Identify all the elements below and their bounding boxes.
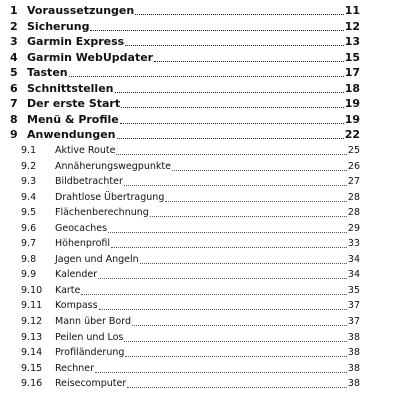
- toc-page-number: 28: [347, 191, 360, 203]
- toc-chapter-entry: [0, 20, 400, 34]
- toc-entry-title: Jagen und Angeln: [55, 253, 139, 265]
- toc-entry-title: Geocaches: [55, 222, 108, 234]
- toc-section-entry: [0, 191, 400, 205]
- toc-entry-title: Menü & Profile: [27, 112, 119, 126]
- toc-entry-number: 7: [10, 97, 18, 111]
- toc-chapter-entry: [0, 82, 400, 96]
- toc-page-number: 27: [347, 176, 360, 188]
- toc-page-number: 26: [347, 160, 360, 172]
- toc-entry-title: Anwendungen: [27, 128, 116, 142]
- toc-dot-leader: [135, 14, 344, 15]
- toc-entry-number: 9.14: [21, 347, 43, 359]
- toc-dot-leader: [140, 263, 347, 264]
- toc-entry-title: Rechner: [55, 362, 95, 374]
- toc-section-entry: [0, 237, 400, 251]
- toc-chapter-entry: [0, 4, 400, 18]
- toc-entry-title: Aktive Route: [55, 144, 116, 156]
- toc-entry-number: 9.16: [21, 378, 43, 390]
- toc-dot-leader: [154, 61, 344, 62]
- toc-entry-number: 9.12: [21, 316, 43, 327]
- toc-entry-title: Kompass: [55, 300, 98, 312]
- toc-section-entry: [0, 362, 400, 376]
- toc-dot-leader: [98, 278, 347, 279]
- toc-entry-title: Profiländerung: [55, 347, 125, 359]
- toc-entry-number: 9.9: [21, 269, 37, 281]
- toc-dot-leader: [124, 341, 347, 342]
- toc-page-number: 38: [347, 347, 360, 359]
- toc-entry-title: Annäherungswegpunkte: [55, 160, 171, 172]
- toc-section-entry: [0, 175, 400, 189]
- toc-dot-leader: [150, 216, 347, 217]
- toc-page-number: 37: [347, 316, 360, 327]
- toc-section-entry: [0, 144, 400, 158]
- toc-entry-number: 9.13: [21, 331, 43, 343]
- toc-chapter-entry: [0, 113, 400, 127]
- toc-page-number: 28: [347, 207, 360, 219]
- toc-dot-leader: [165, 201, 347, 202]
- toc-entry-title: Flächenberechnung: [55, 207, 149, 219]
- toc-dot-leader: [124, 185, 347, 186]
- toc-dot-leader: [125, 45, 344, 46]
- toc-page-number: 34: [347, 253, 360, 265]
- toc-dot-leader: [90, 30, 344, 31]
- toc-page-number: 18: [344, 81, 360, 95]
- toc-page-number: 37: [347, 300, 360, 312]
- toc-entry-number: 9.10: [21, 284, 43, 296]
- toc-page-number: 38: [347, 362, 360, 374]
- toc-page-number: 17: [344, 66, 360, 80]
- toc-entry-title: Schnittstellen: [27, 81, 114, 95]
- toc-dot-leader: [108, 232, 347, 233]
- toc-entry-number: 2: [10, 19, 18, 33]
- toc-entry-number: 5: [10, 66, 18, 80]
- toc-page-number: 19: [344, 97, 360, 111]
- toc-page-number: 35: [347, 284, 360, 296]
- toc-entry-number: 9.4: [21, 191, 37, 203]
- toc-section-entry: [0, 299, 400, 313]
- toc-entry-title: Höhenprofil: [55, 238, 111, 250]
- toc-entry-number: 9.15: [21, 362, 43, 374]
- toc-entry-number: 9.2: [21, 160, 37, 172]
- toc-dot-leader: [172, 170, 347, 171]
- toc-page-number: 38: [347, 378, 360, 390]
- toc-page-number: 25: [347, 144, 360, 156]
- toc-section-entry: [0, 253, 400, 267]
- toc-section-entry: [0, 160, 400, 174]
- toc-section-entry: [0, 331, 400, 345]
- toc-chapter-entry: [0, 51, 400, 65]
- toc-entry-number: 1: [10, 4, 18, 17]
- toc-entry-number: 9: [10, 128, 18, 142]
- toc-entry-title: Der erste Start: [27, 97, 121, 111]
- toc-page-number: 33: [347, 238, 360, 250]
- toc-dot-leader: [117, 138, 344, 139]
- toc-dot-leader: [69, 76, 344, 77]
- toc-dot-leader: [120, 123, 344, 124]
- toc-entry-number: 4: [10, 50, 18, 64]
- toc-entry-title: Kalender: [55, 269, 98, 281]
- toc-section-entry: [0, 222, 400, 236]
- toc-entry-number: 9.11: [21, 300, 43, 312]
- toc-entry-title: Garmin WebUpdater: [27, 50, 154, 64]
- toc-entry-title: Reisecomputer: [55, 378, 127, 390]
- toc-entry-number: 8: [10, 112, 18, 126]
- toc-section-entry: [0, 315, 400, 329]
- toc-entry-number: 9.1: [21, 144, 37, 156]
- toc-page-number: 22: [344, 128, 360, 142]
- toc-entry-title: Drahtlose Übertragung: [55, 191, 165, 203]
- toc-page-number: 12: [344, 19, 360, 33]
- toc-chapter-entry: [0, 66, 400, 80]
- toc-dot-leader: [115, 92, 344, 93]
- toc-entry-title: Peilen und Los: [55, 331, 124, 343]
- toc-dot-leader: [99, 309, 347, 310]
- toc-section-entry: [0, 206, 400, 220]
- toc-page-number: 13: [344, 35, 360, 49]
- toc-dot-leader: [81, 294, 347, 295]
- toc-chapter-entry: [0, 128, 400, 142]
- toc-entry-number: 3: [10, 35, 18, 49]
- toc-dot-leader: [127, 387, 347, 388]
- toc-section-entry: [0, 377, 400, 391]
- toc-entry-title: Bildbetrachter: [55, 176, 123, 188]
- toc-entry-title: Mann über Bord: [55, 316, 131, 327]
- toc-entry-title: Karte: [55, 284, 81, 296]
- toc-entry-number: 6: [10, 81, 18, 95]
- toc-dot-leader: [121, 107, 344, 108]
- toc-entry-title: Garmin Express: [27, 35, 125, 49]
- toc-dot-leader: [125, 356, 347, 357]
- toc-entry-number: 9.5: [21, 207, 37, 219]
- toc-entry-title: Sicherung: [27, 19, 90, 33]
- toc-entry-title: Tasten: [27, 66, 68, 80]
- toc-section-entry: [0, 284, 400, 298]
- toc-entry-number: 9.6: [21, 222, 37, 234]
- toc-page-number: 15: [344, 50, 360, 64]
- toc-entry-number: 9.7: [21, 238, 37, 250]
- toc-dot-leader: [116, 154, 347, 155]
- toc-chapter-entry: [0, 97, 400, 111]
- toc-section-entry: [0, 346, 400, 360]
- toc-dot-leader: [132, 325, 347, 326]
- toc-entry-number: 9.8: [21, 253, 37, 265]
- toc-chapter-entry: [0, 35, 400, 49]
- toc-page-number: 29: [347, 222, 360, 234]
- toc-dot-leader: [111, 247, 347, 248]
- toc-entry-title: Voraussetzungen: [27, 4, 135, 17]
- toc-page-number: 11: [344, 4, 360, 17]
- toc-section-entry: [0, 268, 400, 282]
- toc-page-number: 19: [344, 112, 360, 126]
- toc-page-number: 38: [347, 331, 360, 343]
- toc-entry-number: 9.3: [21, 176, 37, 188]
- toc-dot-leader: [95, 372, 347, 373]
- toc-page-number: 34: [347, 269, 360, 281]
